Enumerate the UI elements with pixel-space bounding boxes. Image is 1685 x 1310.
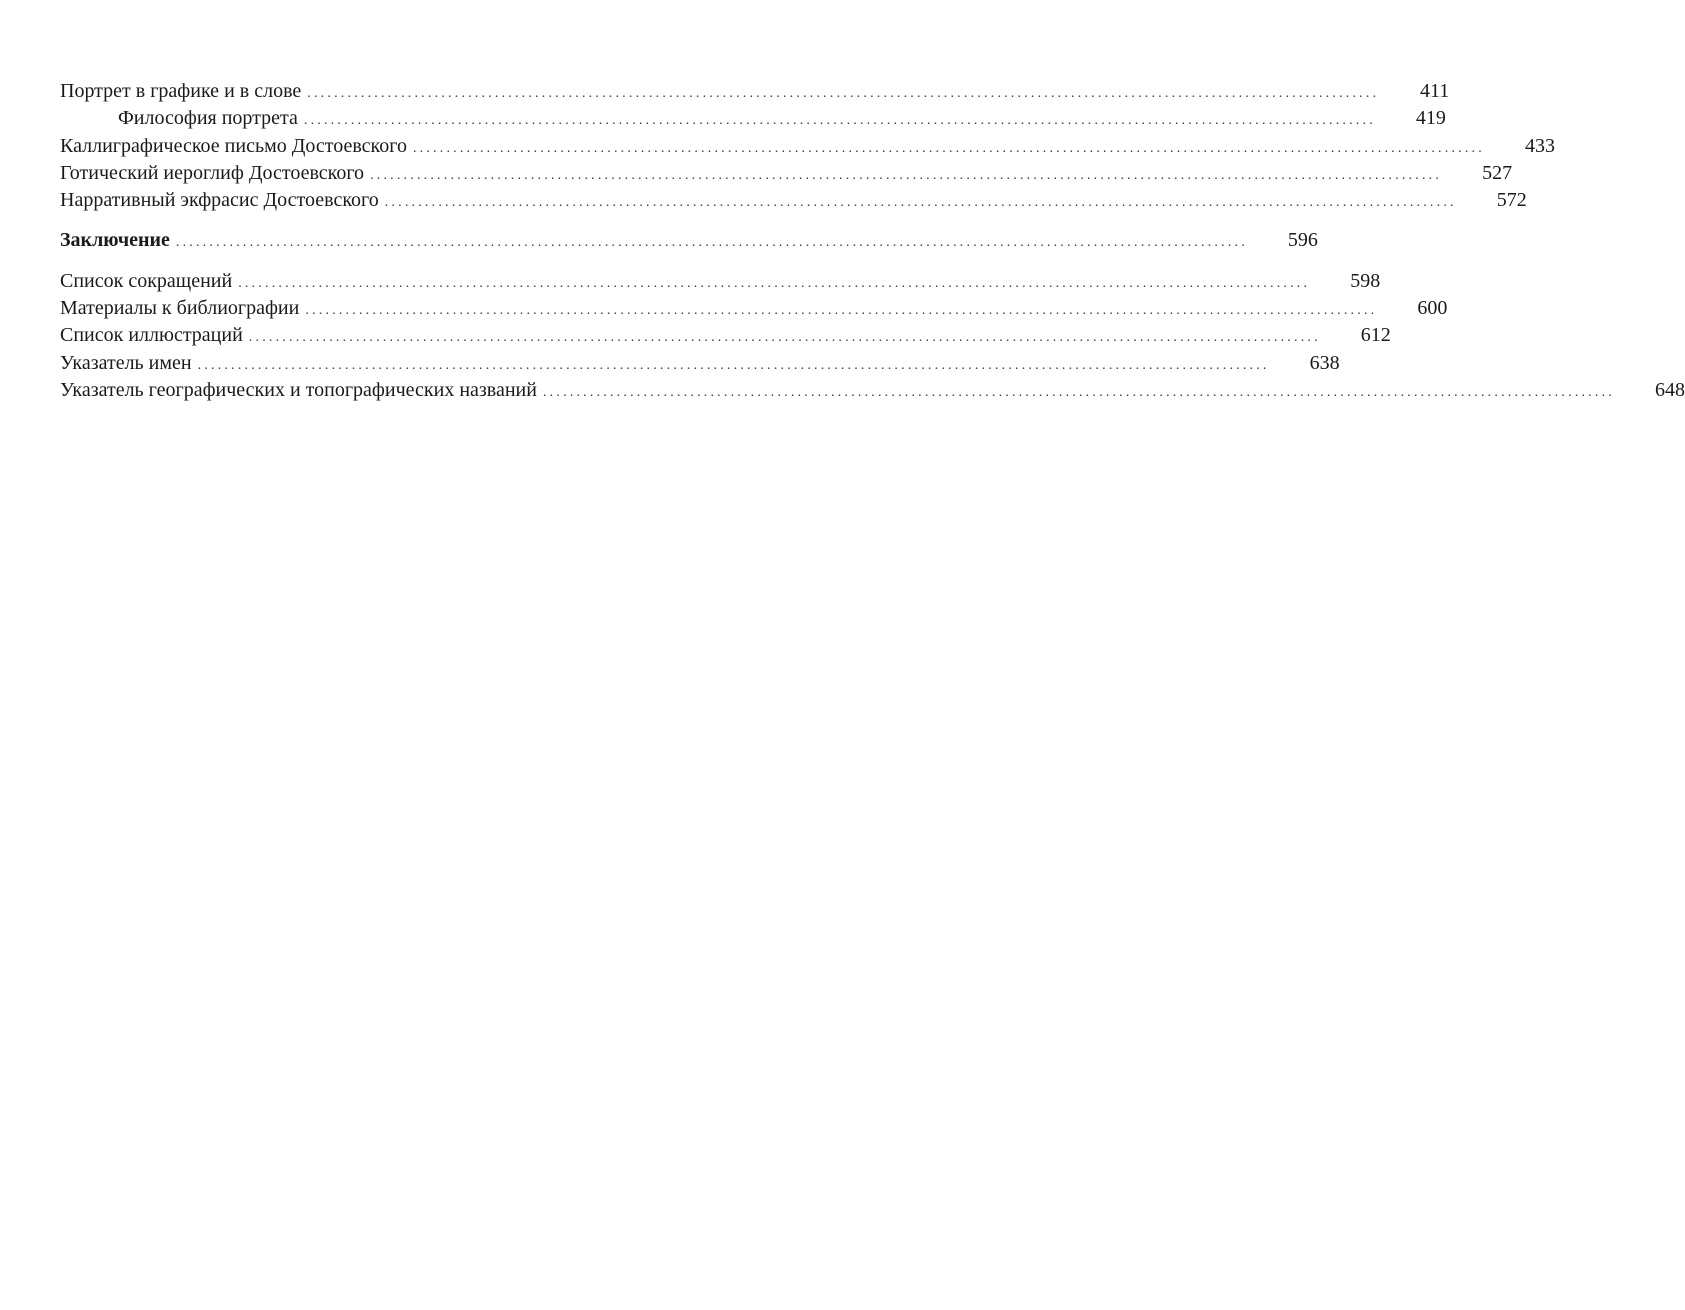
table-of-contents: [60, 78, 1685, 404]
toc-entry-illustrations: [60, 322, 1391, 349]
toc-entry-page: 600: [1417, 297, 1448, 320]
dot-leader: ................................................................................................................................................................: [238, 275, 1311, 291]
toc-entry-title: Указатель имен: [60, 351, 192, 374]
toc-entry-page: 612: [1360, 324, 1391, 347]
toc-entry-portrait: [60, 78, 1450, 105]
toc-entry-title: Готический иероглиф Достоевского: [60, 161, 365, 184]
toc-entry-title: Список сокращений: [60, 269, 233, 292]
toc-entry-title: Указатель географических и топографических названий: [60, 378, 537, 401]
toc-entry-title: Материалы к библиографии: [60, 297, 300, 320]
toc-entry-name-index: [60, 350, 1340, 377]
toc-entry-philosophy: [60, 105, 1446, 132]
toc-entry-page: 648: [1654, 378, 1685, 401]
toc-entry-title: Список иллюстраций: [60, 324, 243, 347]
toc-entry-bibliography: [60, 295, 1448, 322]
toc-entry-ekphrasis: [60, 187, 1527, 214]
toc-entry-title: Философия портрета: [118, 107, 298, 130]
toc-entry-page: 433: [1524, 134, 1555, 157]
toc-entry-place-index: [60, 377, 1685, 404]
dot-leader: ................................................................................................................................................................: [384, 195, 1457, 211]
toc-entry-calligraphy: [60, 133, 1555, 160]
dot-leader: ................................................................................................................................................................: [305, 303, 1378, 319]
toc-entry-page: 419: [1415, 107, 1446, 130]
toc-entry-page: 596: [1287, 229, 1318, 252]
toc-entry-page: 572: [1496, 189, 1527, 212]
toc-entry-page: 598: [1350, 269, 1381, 292]
toc-entry-gothic: [60, 160, 1513, 187]
dot-leader: ................................................................................................................................................................: [370, 167, 1443, 183]
toc-entry-title: Каллиграфическое письмо Достоевского: [60, 134, 407, 157]
toc-entry-title: Портрет в графике и в слове: [60, 80, 302, 102]
dot-leader: ................................................................................................................................................................: [307, 86, 1380, 101]
toc-entry-page: 638: [1309, 351, 1340, 374]
toc-entry-page: 411: [1420, 80, 1450, 102]
toc-entry-abbreviations: [60, 268, 1381, 295]
dot-leader: ................................................................................................................................................................: [197, 357, 1270, 373]
toc-entry-page: 527: [1482, 161, 1513, 184]
dot-leader: ................................................................................................................................................................: [303, 113, 1376, 129]
toc-entry-conclusion: [60, 227, 1318, 254]
dot-leader: ................................................................................................................................................................: [248, 330, 1321, 346]
dot-leader: ................................................................................................................................................................: [542, 384, 1615, 400]
toc-entry-title: Нарративный экфрасис Достоевского: [60, 189, 379, 212]
dot-leader: ................................................................................................................................................................: [412, 140, 1485, 156]
toc-entry-title: Заключение: [60, 229, 170, 252]
dot-leader: ................................................................................................................................................................: [175, 235, 1248, 251]
